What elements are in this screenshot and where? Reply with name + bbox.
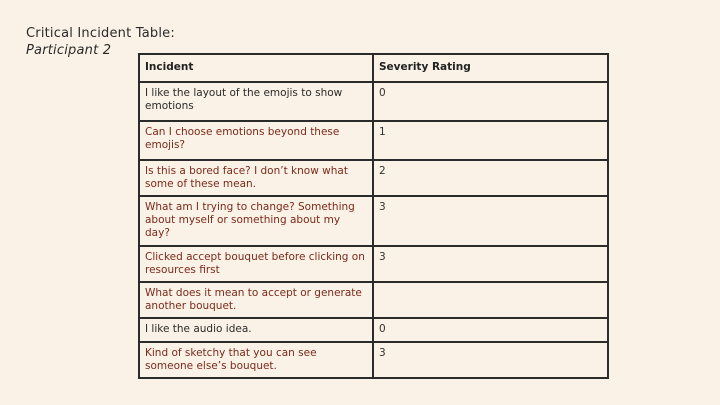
severity-cell: 3 bbox=[373, 342, 608, 378]
severity-cell: 2 bbox=[373, 160, 608, 196]
table-row bbox=[139, 282, 608, 318]
table-row bbox=[139, 196, 608, 246]
incident-cell: Can I choose emotions beyond these emojis? bbox=[139, 121, 373, 160]
incident-cell: What does it mean to accept or generate another bouquet. bbox=[139, 282, 373, 318]
severity-column-header: Severity Rating bbox=[373, 54, 608, 82]
incident-cell: Kind of sketchy that you can see someone else’s bouquet. bbox=[139, 342, 373, 378]
table-row bbox=[139, 121, 608, 160]
table-row bbox=[139, 318, 608, 342]
page-subtitle: Participant 2 bbox=[26, 43, 112, 58]
critical-incident-table bbox=[138, 53, 609, 379]
severity-cell bbox=[373, 282, 608, 318]
table-header-row bbox=[139, 54, 608, 82]
table-row bbox=[139, 160, 608, 196]
severity-cell: 1 bbox=[373, 121, 608, 160]
table-row bbox=[139, 82, 608, 121]
severity-cell: 0 bbox=[373, 82, 608, 121]
severity-cell: 0 bbox=[373, 318, 608, 342]
severity-cell: 3 bbox=[373, 196, 608, 246]
incident-cell: Is this a bored face? I don’t know what some of these mean. bbox=[139, 160, 373, 196]
severity-cell: 3 bbox=[373, 246, 608, 282]
table-row bbox=[139, 246, 608, 282]
page-title: Critical Incident Table: bbox=[26, 26, 175, 41]
incident-cell: I like the layout of the emojis to show emotions bbox=[139, 82, 373, 121]
incident-cell: What am I trying to change? Something about myself or something about my day? bbox=[139, 196, 373, 246]
table-row bbox=[139, 342, 608, 378]
incident-cell: I like the audio idea. bbox=[139, 318, 373, 342]
incident-column-header: Incident bbox=[139, 54, 373, 82]
incident-cell: Clicked accept bouquet before clicking on resources first bbox=[139, 246, 373, 282]
